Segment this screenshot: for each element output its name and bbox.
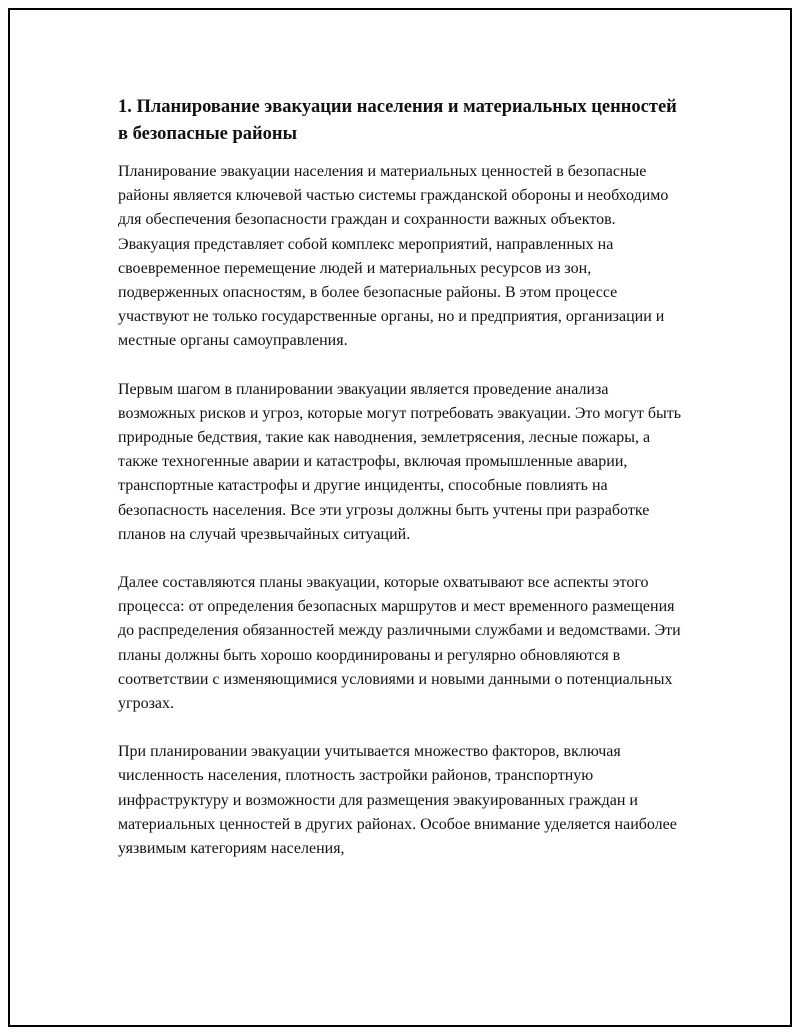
section-heading: 1. Планирование эвакуации населения и материальных ценностей в безопасные районы	[118, 97, 677, 144]
paragraph-1: Планирование эвакуации населения и материальных ценностей в безопасные районы является ключевой частью системы гражданской обороны и необходимо для обеспечения безопасности граждан и сохранности важных объектов. Эвакуация представляет собой комплекс мероприятий, направленных на своевременное перемещение людей и материальных ресурсов из зон, подверженных опасностям, в более безопасные районы. В этом процессе участвуют не только государственные органы, но и предприятия, организации и местные органы самоуправления.	[118, 163, 669, 350]
paragraph-2: Первым шагом в планировании эвакуации является проведение анализа возможных рисков и угроз, которые могут потребовать эвакуации. Это могут быть природные бедствия, такие как наводнения, землетрясения, лесные пожары, а также техногенные аварии и катастрофы, включая промышленные аварии, транспортные катастрофы и другие инциденты, способные повлиять на безопасность населения. Все эти угрозы должны быть учтены при разработке планов на случай чрезвычайных ситуаций.	[118, 380, 682, 543]
document-body	[118, 94, 688, 885]
paragraph-4: При планировании эвакуации учитывается множество факторов, включая численность населения, плотность застройки районов, транспортную инфраструктуру и возможности для размещения эвакуированных граждан и материальных ценностей в других районах. Особое внимание уделяется наиболее уязвимым категориям населения,	[118, 743, 677, 858]
paragraph-3: Далее составляются планы эвакуации, которые охватывают все аспекты этого процесса: от определения безопасных маршрутов и мест временного размещения до распределения обязанностей между различными службами и ведомствами. Эти планы должны быть хорошо координированы и регулярно обновляются в соответствии с изменяющимися условиями и новыми данными о потенциальных угрозах.	[118, 574, 681, 713]
